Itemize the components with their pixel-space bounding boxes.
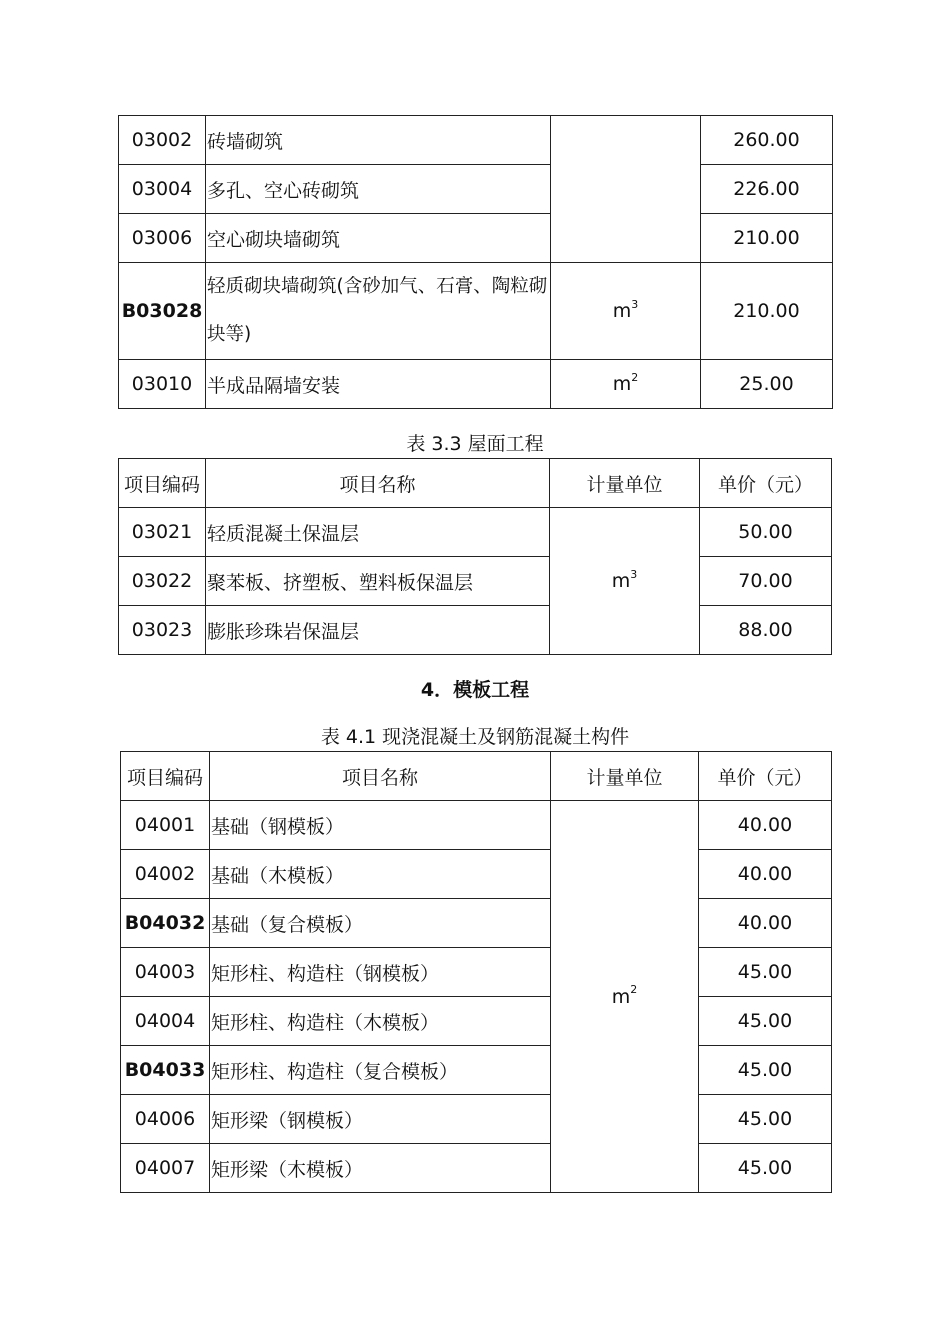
unit-exponent: 2 <box>630 983 638 997</box>
item-name: 基础（复合模板） <box>210 899 551 948</box>
item-price: 45.00 <box>699 1095 832 1144</box>
item-name: 矩形柱、构造柱（钢模板） <box>210 948 551 997</box>
item-name: 矩形柱、构造柱（复合模板） <box>210 1046 551 1095</box>
table-row <box>119 263 833 360</box>
unit-cell <box>550 508 700 655</box>
item-code: 03006 <box>119 214 206 263</box>
table-row <box>121 1095 832 1144</box>
table-row <box>121 1046 832 1095</box>
table-row <box>119 360 833 409</box>
header-price: 单价（元） <box>699 752 832 801</box>
table-row <box>119 214 833 263</box>
item-name: 矩形梁（木模板） <box>210 1144 551 1193</box>
unit-exponent: 3 <box>630 567 638 581</box>
item-code: 03004 <box>119 165 206 214</box>
table-header-row <box>119 459 832 508</box>
unit-exponent: 3 <box>631 297 639 311</box>
table-caption: 表 4.1 现浇混凝土及钢筋混凝土构件 <box>320 726 630 748</box>
item-price: 50.00 <box>700 508 832 557</box>
item-name: 半成品隔墙安装 <box>206 360 551 409</box>
item-price: 70.00 <box>700 557 832 606</box>
item-code: 03021 <box>119 508 206 557</box>
item-name: 矩形梁（钢模板） <box>210 1095 551 1144</box>
item-code: 03002 <box>119 116 206 165</box>
table-row <box>121 997 832 1046</box>
table-row <box>119 557 832 606</box>
table-row <box>119 116 833 165</box>
unit-cell-empty <box>551 116 701 263</box>
unit-base: m <box>611 570 631 592</box>
item-price: 40.00 <box>699 801 832 850</box>
table-row <box>119 165 833 214</box>
masonry-table <box>118 115 833 409</box>
unit-exponent: 2 <box>631 370 639 384</box>
item-price: 260.00 <box>701 116 833 165</box>
table-row <box>121 1144 832 1193</box>
item-name: 多孔、空心砖砌筑 <box>206 165 551 214</box>
unit-cell <box>551 360 701 409</box>
item-name: 基础（木模板） <box>210 850 551 899</box>
item-code: 03023 <box>119 606 206 655</box>
header-price: 单价（元） <box>700 459 832 508</box>
item-code: 03010 <box>119 360 206 409</box>
table-caption: 表 3.3 屋面工程 <box>406 433 544 455</box>
item-price: 210.00 <box>701 263 833 360</box>
unit-cell <box>551 801 699 1193</box>
item-code: 04004 <box>121 997 210 1046</box>
item-name: 轻质砌块墙砌筑(含砂加气、石膏、陶粒砌块等) <box>206 263 551 360</box>
unit-cell <box>551 263 701 360</box>
header-name: 项目名称 <box>206 459 550 508</box>
table-row <box>121 948 832 997</box>
header-code: 项目编码 <box>119 459 206 508</box>
unit-base: m <box>612 373 632 395</box>
item-name: 聚苯板、挤塑板、塑料板保温层 <box>206 557 550 606</box>
table-row <box>121 850 832 899</box>
section-heading: 4．模板工程 <box>420 679 530 701</box>
item-code: B04032 <box>121 899 210 948</box>
item-code: 04006 <box>121 1095 210 1144</box>
item-price: 45.00 <box>699 1144 832 1193</box>
item-name: 矩形柱、构造柱（木模板） <box>210 997 551 1046</box>
table-row <box>119 508 832 557</box>
item-price: 40.00 <box>699 850 832 899</box>
item-code: 04001 <box>121 801 210 850</box>
table-row <box>121 899 832 948</box>
item-name: 轻质混凝土保温层 <box>206 508 550 557</box>
table-row <box>119 606 832 655</box>
formwork-table <box>120 751 832 1193</box>
item-name: 空心砌块墙砌筑 <box>206 214 551 263</box>
item-name: 膨胀珍珠岩保温层 <box>206 606 550 655</box>
unit-base: m <box>611 985 631 1008</box>
header-unit: 计量单位 <box>550 459 700 508</box>
item-code: B03028 <box>119 263 206 360</box>
item-code: 03022 <box>119 557 206 606</box>
roofing-table <box>118 458 832 655</box>
table-row <box>121 801 832 850</box>
item-price: 210.00 <box>701 214 833 263</box>
item-price: 45.00 <box>699 997 832 1046</box>
item-price: 226.00 <box>701 165 833 214</box>
item-price: 25.00 <box>701 360 833 409</box>
item-code: 04007 <box>121 1144 210 1193</box>
item-price: 40.00 <box>699 899 832 948</box>
item-code: 04003 <box>121 948 210 997</box>
item-code: 04002 <box>121 850 210 899</box>
header-unit: 计量单位 <box>551 752 699 801</box>
header-code: 项目编码 <box>121 752 210 801</box>
unit-base: m <box>612 300 632 322</box>
item-name: 砖墙砌筑 <box>206 116 551 165</box>
item-code: B04033 <box>121 1046 210 1095</box>
item-price: 45.00 <box>699 948 832 997</box>
item-price: 45.00 <box>699 1046 832 1095</box>
item-price: 88.00 <box>700 606 832 655</box>
table-header-row <box>121 752 832 801</box>
header-name: 项目名称 <box>210 752 551 801</box>
item-name: 基础（钢模板） <box>210 801 551 850</box>
